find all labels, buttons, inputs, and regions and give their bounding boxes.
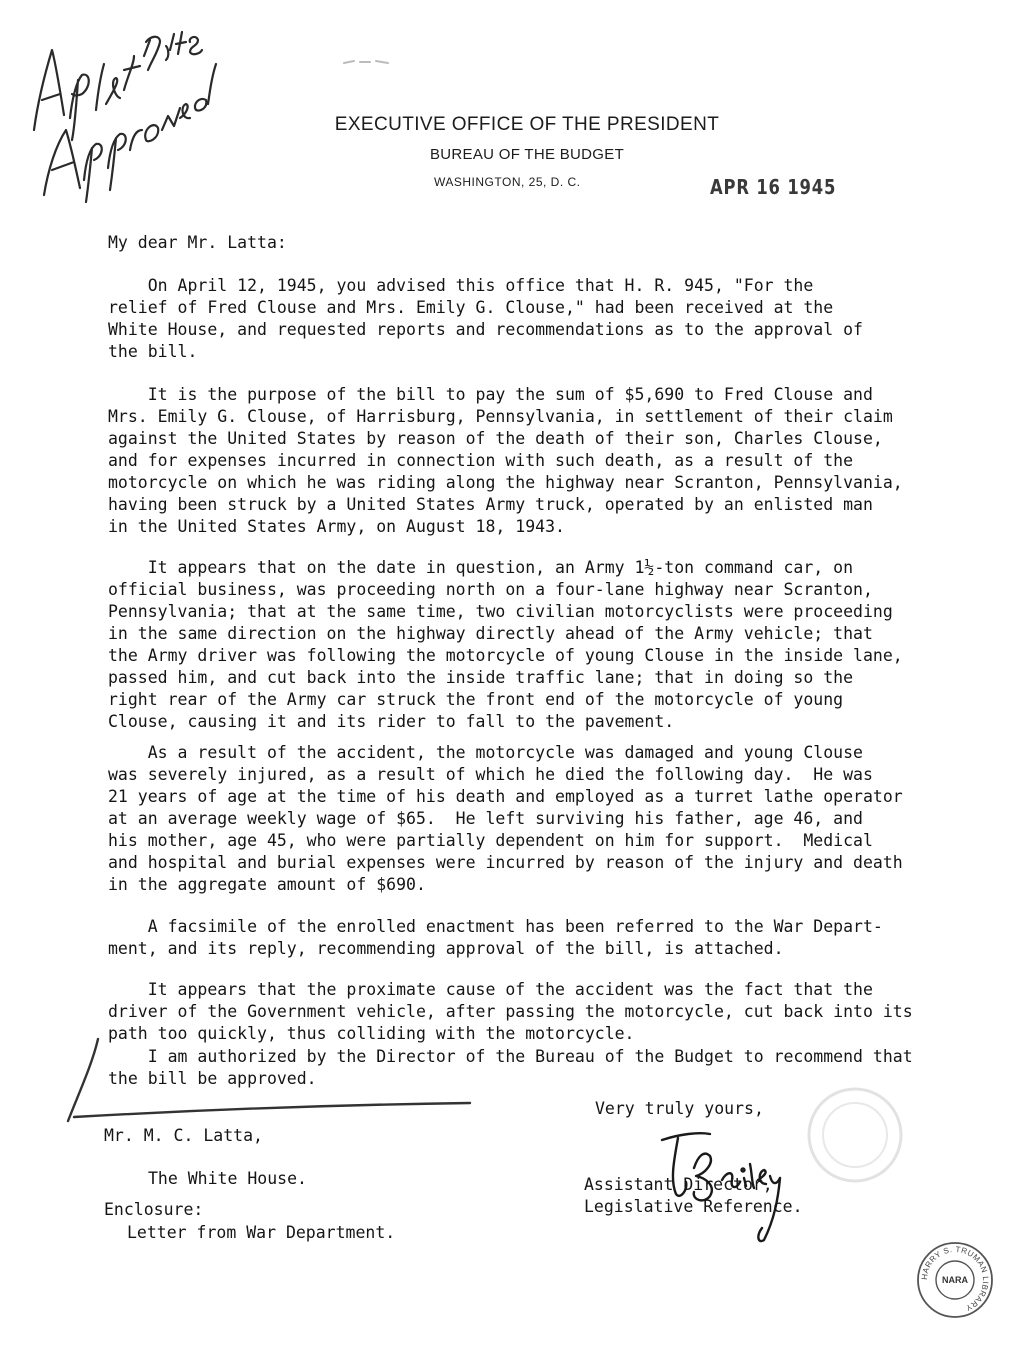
text-line: and hospital and burial expenses were incurred by reason of the injury and death — [108, 853, 903, 872]
text-line: ment, and its reply, recommending approval of the bill, is attached. — [108, 939, 784, 958]
stamp-ring-text: HARRY S. TRUMAN LIBRARY — [919, 1244, 991, 1313]
text-line: White House, and requested reports and recommendations as to the approval of — [108, 320, 863, 339]
text-line: relief of Fred Clouse and Mrs. Emily G. Clouse," had been received at the — [108, 298, 834, 317]
body-paragraph-5 — [108, 916, 988, 960]
salutation: My dear Mr. Latta: — [108, 233, 287, 252]
text-line: A facsimile of the enrolled enactment has been referred to the War Depart- — [108, 917, 883, 936]
body-paragraph-3 — [108, 557, 988, 733]
text-line: Mrs. Emily G. Clouse, of Harrisburg, Pennsylvania, in settlement of their claim — [108, 407, 893, 426]
text-line: Pennsylvania; that at the same time, two civilian motorcyclists were proceeding — [108, 602, 893, 621]
signer-title-line-1: Assistant Director, — [584, 1175, 773, 1194]
text-line: having been struck by a United States Army truck, operated by an enlisted man — [108, 495, 873, 514]
text-line: It appears that the proximate cause of the accident was the fact that the — [108, 980, 873, 999]
text-line: 21 years of age at the time of his death and employed as a turret lathe operator — [108, 787, 903, 806]
handwritten-margin-rule — [60, 1035, 480, 1125]
letterhead-office: EXECUTIVE OFFICE OF THE PRESIDENT — [334, 114, 720, 135]
text-line: It appears that on the date in question, an Army 1½-ton command car, on — [108, 558, 854, 577]
text-line: I am authorized by the Director of the Bureau of the Budget to recommend that — [108, 1047, 913, 1066]
text-line: in the same direction on the highway directly ahead of the Army vehicle; that — [108, 624, 873, 643]
text-line: motorcycle on which he was riding along the highway near Scranton, Pennsylvania, — [108, 473, 903, 492]
text-line: As a result of the accident, the motorcycle was damaged and young Clouse — [108, 743, 863, 762]
signer-title-line-2: Legislative Reference. — [584, 1197, 803, 1216]
text-line: the bill. — [108, 342, 198, 361]
text-line: his mother, age 45, who were partially dependent on him for support. Medical — [108, 831, 873, 850]
body-paragraph-4 — [108, 742, 988, 896]
text-line: at an average weekly wage of $65. He left surviving his father, age 46, and — [108, 809, 863, 828]
faint-marks — [340, 55, 400, 69]
body-paragraph-1 — [108, 275, 988, 363]
stamp-center-text: NARA — [942, 1275, 968, 1285]
text-line: Clouse, causing it and its rider to fall to the pavement. — [108, 712, 675, 731]
truman-library-stamp — [915, 1240, 995, 1320]
text-line: official business, was proceeding north on a four-lane highway near Scranton, — [108, 580, 873, 599]
embossed-seal — [805, 1085, 905, 1185]
text-line: driver of the Government vehicle, after passing the motorcycle, cut back into its — [108, 1002, 913, 1021]
text-line: the bill be approved. — [108, 1069, 317, 1088]
letterhead-city: WASHINGTON, 25, D. C. — [434, 175, 581, 189]
text-line: passed him, and cut back into the inside traffic lane; that in doing so the — [108, 668, 854, 687]
text-line: was severely injured, as a result of which he died the following day. He was — [108, 765, 873, 784]
text-line: in the United States Army, on August 18, 1943. — [108, 517, 565, 536]
letterhead-bureau: BUREAU OF THE BUDGET — [429, 146, 625, 163]
text-line: It is the purpose of the bill to pay the sum of $5,690 to Fred Clouse and — [108, 385, 873, 404]
enclosure-label: Enclosure: — [104, 1200, 204, 1219]
text-line: On April 12, 1945, you advised this office that H. R. 945, "For the — [108, 276, 814, 295]
date-stamp: APR 16 1945 — [710, 175, 837, 199]
enclosure-item: Letter from War Department. — [127, 1223, 396, 1242]
text-line: and for expenses incurred in connection with such death, as a result of the — [108, 451, 854, 470]
closing: Very truly yours, — [595, 1099, 764, 1118]
addressee-location: The White House. — [148, 1169, 307, 1188]
text-line: against the United States by reason of the death of their son, Charles Clouse, — [108, 429, 883, 448]
text-line: in the aggregate amount of $690. — [108, 875, 426, 894]
text-line: the Army driver was following the motorcycle of young Clouse in the inside lane, — [108, 646, 903, 665]
text-line: right rear of the Army car struck the front end of the motorcycle of young — [108, 690, 844, 709]
addressee-name: Mr. M. C. Latta, — [104, 1126, 263, 1145]
text-line: path too quickly, thus colliding with the motorcycle. — [108, 1024, 635, 1043]
body-paragraph-2 — [108, 384, 988, 538]
